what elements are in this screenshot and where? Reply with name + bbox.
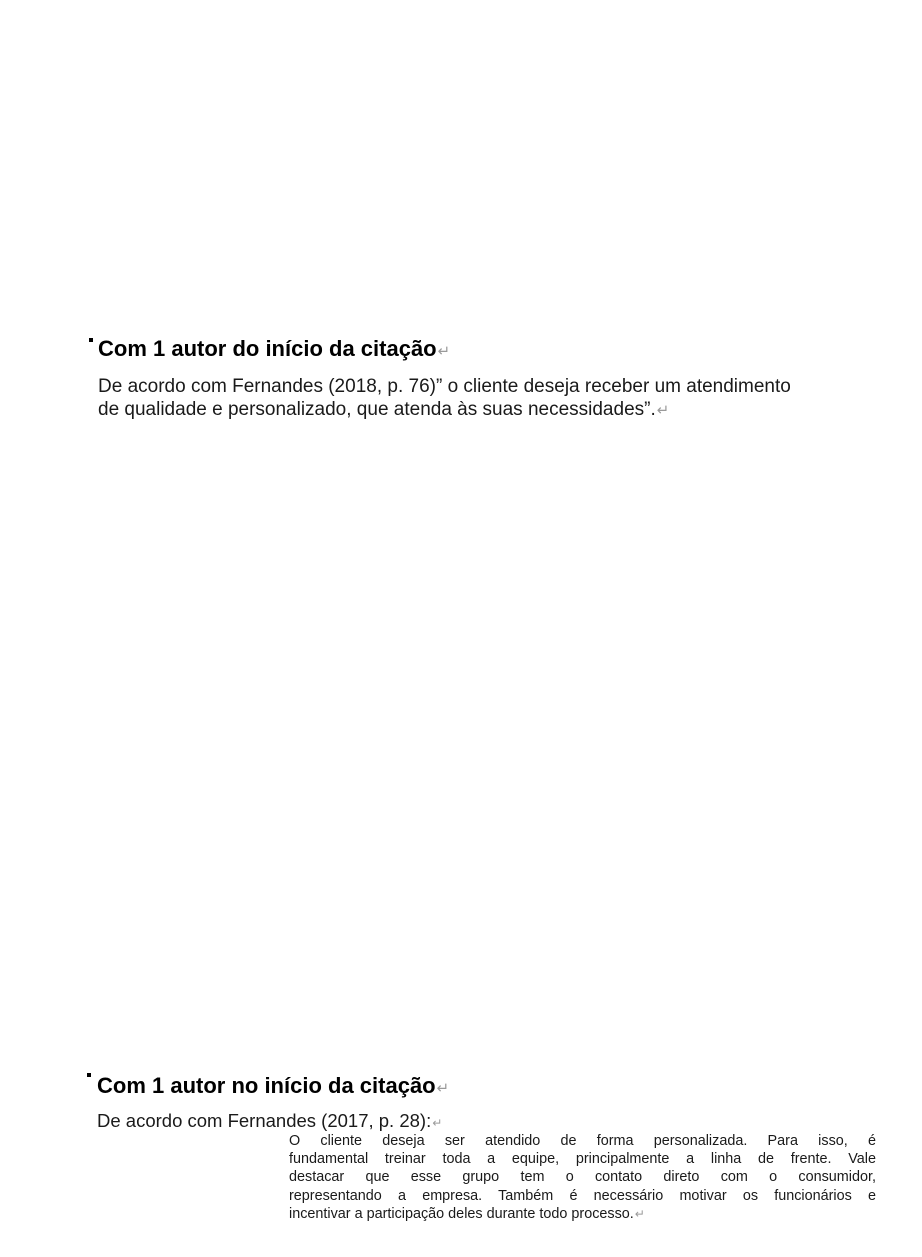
bullet-square-icon bbox=[89, 338, 93, 342]
heading-text: Com 1 autor do início da citação bbox=[98, 336, 437, 361]
bullet-square-icon bbox=[87, 1073, 91, 1077]
section-heading-2 bbox=[97, 1073, 449, 1102]
paragraph-mark-icon: ↵ bbox=[656, 402, 670, 419]
quote-line: O cliente deseja ser atendido de forma personalizada. Para isso, é bbox=[289, 1133, 876, 1149]
citation-paragraph bbox=[98, 375, 791, 422]
citation-intro: De acordo com Fernandes (2017, p. 28):↵ bbox=[97, 1110, 443, 1131]
paragraph-line: De acordo com Fernandes (2018, p. 76)” o cliente deseja receber um atendimento bbox=[98, 376, 791, 397]
paragraph-mark-icon: ↵ bbox=[436, 1080, 450, 1097]
quote-line: incentivar a participação deles durante todo processo.↵ bbox=[289, 1205, 645, 1222]
quote-line: representando a empresa. Também é necessário motivar os funcionários e bbox=[289, 1187, 876, 1204]
heading-text: Com 1 autor no início da citação bbox=[97, 1073, 436, 1098]
paragraph-mark-icon: ↵ bbox=[634, 1206, 645, 1221]
paragraph-line: de qualidade e personalizado, que atenda às suas necessidades”.↵ bbox=[98, 399, 670, 420]
paragraph-mark-icon: ↵ bbox=[437, 343, 451, 360]
quote-line: fundamental treinar toda a equipe, principalmente a linha de frente. Vale bbox=[289, 1151, 876, 1168]
section-heading-1 bbox=[98, 336, 450, 365]
quote-line: destacar que esse grupo tem o contato direto com o consumidor, bbox=[289, 1169, 876, 1186]
long-citation-block bbox=[289, 1132, 876, 1223]
paragraph-mark-icon: ↵ bbox=[432, 1116, 443, 1130]
